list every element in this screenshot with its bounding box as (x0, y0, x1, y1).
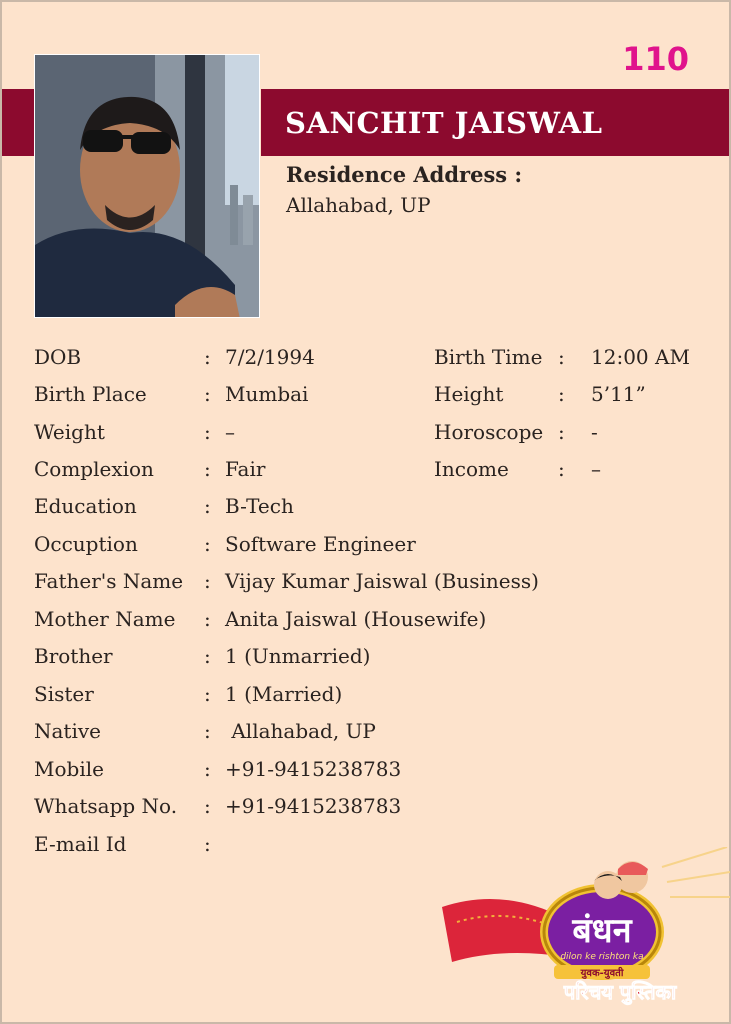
detail-key: Education (34, 494, 137, 518)
detail-key: Weight (34, 420, 105, 444)
address-label: Residence Address : (286, 162, 523, 187)
detail-colon: : (204, 494, 211, 518)
detail-colon: : (204, 832, 211, 856)
detail-value: +91-9415238783 (225, 757, 402, 781)
detail-right-colon: : (558, 457, 565, 481)
detail-key: Native (34, 719, 101, 743)
detail-colon: : (204, 719, 211, 743)
detail-colon: : (204, 644, 211, 668)
detail-value: Allahabad, UP (225, 719, 376, 743)
detail-key: DOB (34, 345, 82, 369)
detail-colon: : (204, 420, 211, 444)
profile-photo (34, 54, 260, 318)
logo-subtitle: युवक-युवती (580, 968, 624, 979)
detail-right-key: Income (434, 457, 509, 481)
bandhan-logo (442, 847, 730, 1007)
detail-colon: : (204, 569, 211, 593)
detail-right-key: Height (434, 382, 504, 406)
detail-colon: : (204, 382, 211, 406)
detail-right-value: - (591, 420, 598, 444)
detail-right-value: 5’11” (591, 382, 646, 406)
detail-key: Sister (34, 682, 94, 706)
detail-value: Software Engineer (225, 532, 416, 556)
detail-colon: : (204, 457, 211, 481)
detail-key: Mother Name (34, 607, 176, 631)
detail-right-colon: : (558, 382, 565, 406)
detail-key: Mobile (34, 757, 104, 781)
logo-tagline: dilon ke rishton ka (560, 952, 644, 962)
detail-right-value: – (591, 457, 601, 481)
detail-value: 1 (Married) (225, 682, 343, 706)
detail-value: 7/2/1994 (225, 345, 315, 369)
detail-key: Birth Place (34, 382, 147, 406)
page-number: 110 (622, 40, 689, 78)
detail-colon: : (204, 345, 211, 369)
detail-value: Vijay Kumar Jaiswal (Business) (225, 569, 539, 593)
detail-key: Father's Name (34, 569, 184, 593)
detail-right-key: Horoscope (434, 420, 544, 444)
detail-key: Whatsapp No. (34, 794, 178, 818)
detail-value: Mumbai (225, 382, 309, 406)
address-value: Allahabad, UP (286, 193, 431, 217)
residence-address (286, 162, 522, 217)
detail-colon: : (204, 682, 211, 706)
detail-right-value: 12:00 AM (591, 345, 690, 369)
detail-colon: : (204, 794, 211, 818)
detail-value: Anita Jaiswal (Housewife) (225, 607, 487, 631)
detail-key: E-mail Id (34, 832, 127, 856)
detail-colon: : (204, 532, 211, 556)
detail-right-key: Birth Time (434, 345, 543, 369)
detail-right-colon: : (558, 420, 565, 444)
detail-key: Brother (34, 644, 113, 668)
detail-key: Complexion (34, 457, 154, 481)
detail-value: 1 (Unmarried) (225, 644, 371, 668)
detail-colon: : (204, 757, 211, 781)
detail-value: +91-9415238783 (225, 794, 402, 818)
logo-title: बंधन (572, 911, 632, 951)
person-name: SANCHIT JAISWAL (285, 105, 603, 140)
detail-value: – (225, 420, 235, 444)
detail-value: Fair (225, 457, 266, 481)
detail-value: B-Tech (225, 494, 294, 518)
title-band (261, 89, 729, 156)
title-band-left (2, 89, 34, 156)
detail-key: Occuption (34, 532, 138, 556)
detail-right-colon: : (558, 345, 565, 369)
detail-colon: : (204, 607, 211, 631)
logo-caption: परिचय पुस्तिका (563, 980, 677, 1004)
